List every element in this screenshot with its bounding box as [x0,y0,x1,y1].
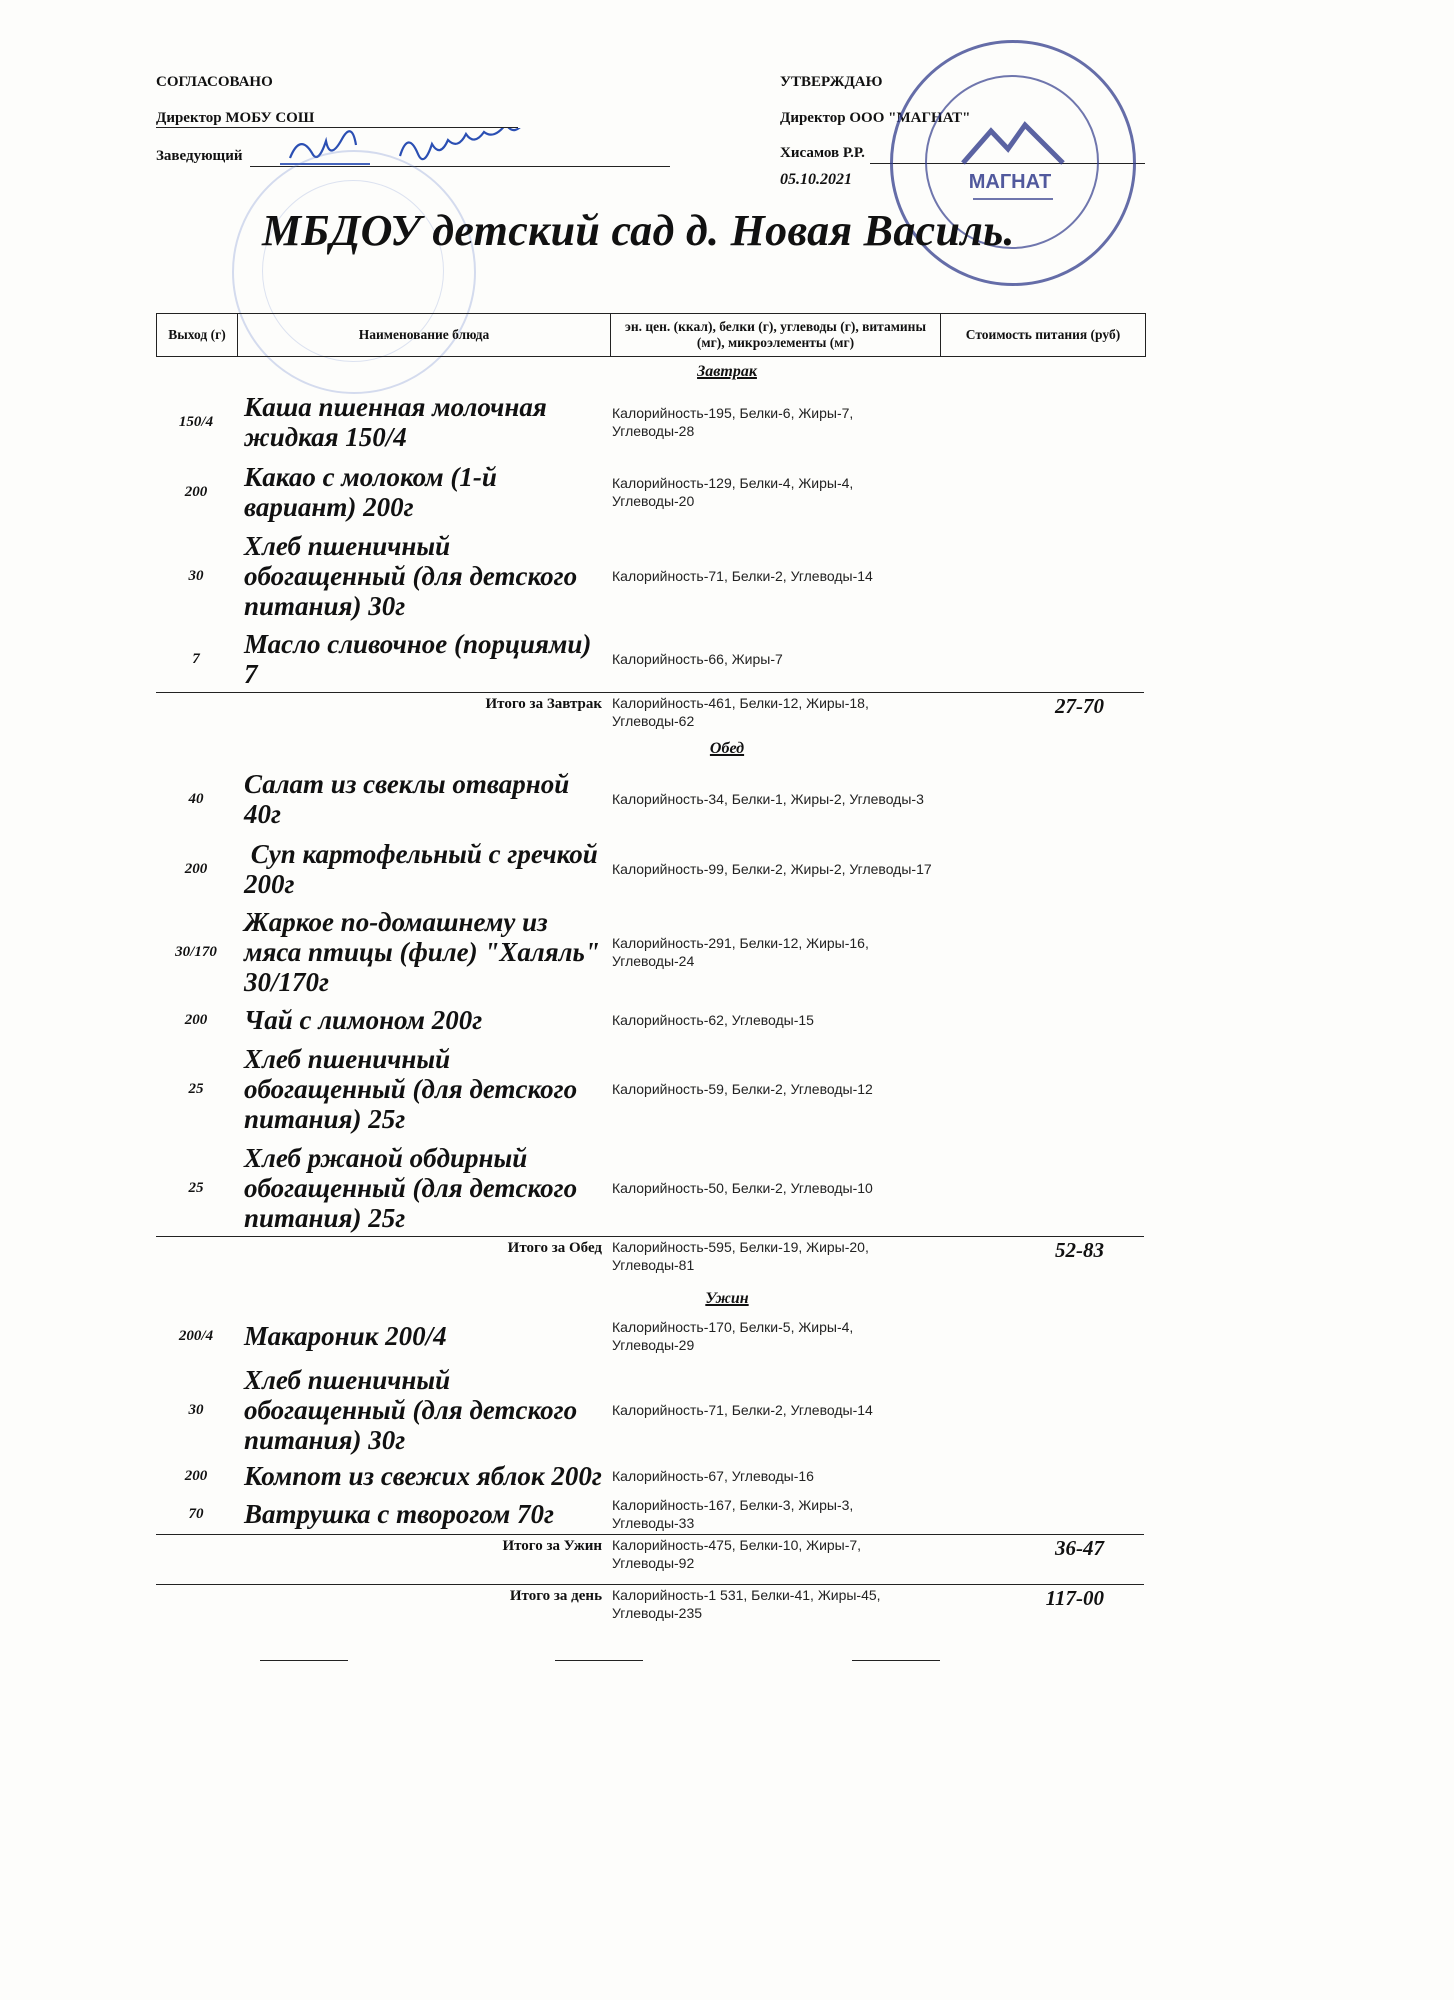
row-out: 25 [188,1080,204,1097]
confirm-label: УТВЕРЖДАЮ [780,74,883,90]
row-out: 200 [184,860,208,877]
row-name: Ватрушка с творогом 70г [244,1499,554,1529]
total-label: Итого за Ужин [502,1538,602,1554]
row-out: 200/4 [178,1327,214,1344]
row-nutrition: Калорийность-66, Жиры-7 [612,651,783,667]
row-out: 30 [188,1401,204,1418]
row-name: Каша пшенная молочная жидкая 150/4 [244,392,547,452]
row-name: Хлеб ржаной обдирный обогащенный (для детского питания) 25г [244,1143,578,1233]
school-stamp [232,150,476,394]
row-name: Масло сливочное (порциями) 7 [244,629,592,689]
row-name: Какао с молоком (1-й вариант) 200г [244,462,497,522]
table-row [156,1494,1144,1534]
row-out: 200 [184,1467,208,1484]
total-nutrition: Калорийность-595, Белки-19, Жиры-20, Углеводы-81 [612,1239,869,1273]
total-nutrition: Калорийность-461, Белки-12, Жиры-18, Углеводы-62 [612,695,869,729]
day-total-row [156,1586,1144,1622]
table-row [156,387,1144,457]
signature-line [852,1660,940,1661]
col-nutrition-header: эн. цен. (ккал), белки (г), углеводы (г), витамины (мг), микроэлементы (мг) [611,314,941,356]
row-nutrition: Калорийность-129, Белки-4, Жиры-4, Углеводы-20 [612,475,854,509]
section-title: Ужин [705,1290,749,1307]
section-total-row [156,1238,1144,1274]
row-out: 200 [184,1011,208,1028]
divider [156,1236,1144,1237]
total-cost: 27-70 [1055,694,1104,718]
table-row [156,1140,1144,1236]
page-title: МБДОУ детский сад д. Новая Василь. [262,206,1015,255]
row-out: 200 [184,483,208,500]
manager-label: Заведующий [156,148,243,164]
day-total-label: Итого за день [509,1588,602,1604]
total-nutrition: Калорийность-475, Белки-10, Жиры-7, Углеводы-92 [612,1537,862,1571]
approved-label: СОГЛАСОВАНО [156,74,273,90]
section-total-row [156,694,1144,730]
row-nutrition: Калорийность-99, Белки-2, Жиры-2, Углеводы-17 [612,861,932,877]
table-row [156,528,1144,624]
section-title: Завтрак [697,363,757,380]
row-name: Макароник 200/4 [244,1321,447,1351]
col-name-header: Наименование блюда [238,314,611,356]
row-out: 30/170 [175,943,217,960]
table-header [156,313,1146,357]
total-label: Итого за Обед [507,1240,602,1256]
row-out: 150/4 [178,413,214,430]
table-row [156,1002,1144,1038]
table-row [156,1314,1144,1358]
row-name: Компот из свежих яблок 200г [244,1461,602,1491]
col-out-header: Выход (г) [157,314,238,356]
row-nutrition: Калорийность-34, Белки-1, Жиры-2, Углеводы-3 [612,791,924,807]
table-row [156,457,1144,527]
row-name: Хлеб пшеничный обогащенный (для детского питания) 25г [244,1044,578,1134]
section-title: Обед [709,740,745,757]
section-total-row [156,1536,1144,1572]
day-total-nutrition: Калорийность-1 531, Белки-41, Жиры-45, Углеводы-235 [612,1587,881,1621]
divider [156,1534,1144,1535]
row-nutrition: Калорийность-50, Белки-2, Углеводы-10 [612,1180,873,1196]
divider [156,1584,1144,1585]
row-out: 40 [188,790,204,807]
table-row [156,1040,1144,1138]
row-nutrition: Калорийность-291, Белки-12, Жиры-16, Углеводы-24 [612,935,869,969]
total-cost: 52-83 [1055,1238,1104,1262]
divider [156,692,1144,693]
row-out: 70 [188,1505,204,1522]
row-out: 25 [188,1179,204,1196]
approval-date: 05.10.2021 [780,171,852,188]
row-name: Чай с лимоном 200г [244,1005,483,1035]
row-nutrition: Калорийность-71, Белки-2, Углеводы-14 [612,568,873,584]
col-cost-header: Стоимость питания (руб) [965,327,1121,342]
row-nutrition: Калорийность-67, Углеводы-16 [612,1468,814,1484]
director-school-label: Директор МОБУ СОШ [156,110,518,128]
row-nutrition: Калорийность-62, Углеводы-15 [612,1012,814,1028]
total-cost: 36-47 [1055,1536,1104,1560]
row-name: Хлеб пшеничный обогащенный (для детского питания) 30г [244,1365,578,1455]
table-row [156,626,1144,692]
table-row [156,764,1144,834]
total-label: Итого за Завтрак [485,696,602,712]
row-nutrition: Калорийность-167, Белки-3, Жиры-3, Углеводы-33 [612,1497,854,1531]
signature-line [260,1660,348,1661]
director-company-label: Директор ООО "МАГНАТ" [780,110,971,126]
row-nutrition: Калорийность-170, Белки-5, Жиры-4, Углеводы-29 [612,1319,854,1353]
row-name: Салат из свеклы отварной 40г [244,769,570,829]
signature-line [555,1660,643,1661]
row-name: Суп картофельный с гречкой 200г [244,839,605,899]
row-nutrition: Калорийность-59, Белки-2, Углеводы-12 [612,1081,873,1097]
day-total-cost: 117-00 [1045,1586,1104,1610]
table-row [156,834,1144,904]
stamp-text: МАГНАТ [968,171,1052,193]
row-nutrition: Калорийность-71, Белки-2, Углеводы-14 [612,1402,873,1418]
row-name: Жаркое по-домашнему из мяса птицы (филе) "Халяль" 30/170г [244,907,614,997]
table-row [156,904,1144,1000]
row-name: Хлеб пшеничный обогащенный (для детского питания) 30г [244,531,578,621]
row-out: 30 [188,567,204,584]
row-nutrition: Калорийность-195, Белки-6, Жиры-7, Углеводы-28 [612,405,854,439]
table-row [156,1362,1144,1458]
row-out: 7 [192,650,200,667]
director-name: Хисамов Р.Р. [780,145,865,161]
table-row [156,1458,1144,1494]
